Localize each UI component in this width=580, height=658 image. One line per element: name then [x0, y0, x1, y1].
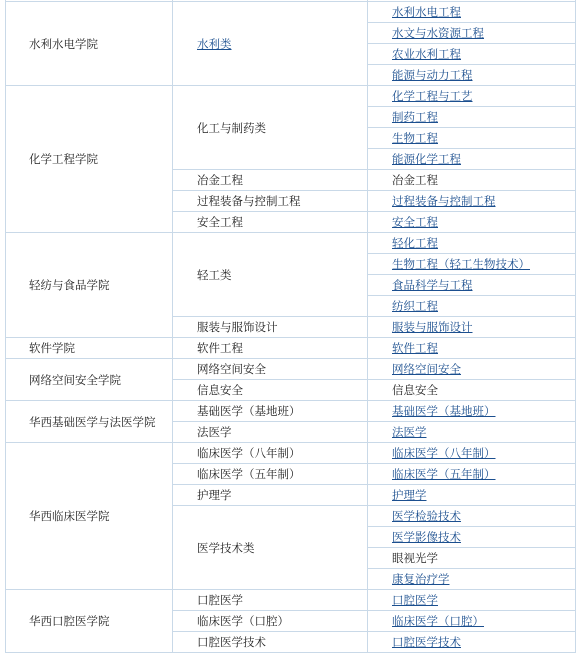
category-name-link[interactable]: 水利类 — [197, 36, 232, 51]
category-name-text: 临床医学（五年制） — [197, 467, 301, 481]
category-name-cell — [173, 380, 368, 401]
major-name-link[interactable]: 轻化工程 — [392, 236, 438, 250]
major-name-link[interactable]: 网络空间安全 — [392, 362, 461, 376]
major-name-cell — [368, 233, 576, 254]
table-row — [6, 359, 576, 380]
major-name-cell — [368, 422, 576, 443]
category-name-text: 安全工程 — [197, 215, 243, 229]
major-name-link[interactable]: 护理学 — [392, 488, 427, 502]
major-name-cell — [368, 401, 576, 422]
major-name-cell — [368, 317, 576, 338]
major-name-link[interactable]: 临床医学（八年制） — [392, 446, 496, 460]
major-name-cell — [368, 170, 576, 191]
major-name-link[interactable]: 基础医学（基地班） — [392, 404, 496, 418]
table-row — [6, 590, 576, 611]
major-name-link[interactable]: 医学影像技术 — [392, 530, 461, 544]
category-name-cell — [173, 401, 368, 422]
major-name-cell — [368, 254, 576, 275]
college-name-text: 化学工程学院 — [29, 152, 98, 166]
college-name-cell — [6, 443, 173, 590]
category-name-cell — [173, 464, 368, 485]
major-name-link[interactable]: 化学工程与工艺 — [392, 89, 473, 103]
major-name-link[interactable]: 临床医学（口腔） — [392, 614, 484, 628]
category-name-cell — [173, 359, 368, 380]
major-name-link[interactable]: 康复治疗学 — [392, 572, 450, 586]
category-name-text: 轻工类 — [197, 267, 232, 282]
major-name-cell — [368, 359, 576, 380]
major-name-link[interactable]: 服装与服饰设计 — [392, 320, 473, 334]
category-name-cell — [173, 317, 368, 338]
category-name-cell — [173, 2, 368, 86]
table-row — [6, 86, 576, 107]
category-name-text: 护理学 — [197, 488, 232, 502]
category-name-cell — [173, 170, 368, 191]
major-name-link[interactable]: 纺织工程 — [392, 299, 438, 313]
major-name-cell — [368, 149, 576, 170]
major-name-cell — [368, 569, 576, 590]
college-name-cell — [6, 233, 173, 338]
category-name-text: 医学技术类 — [197, 540, 255, 555]
major-name-cell — [368, 296, 576, 317]
category-name-text: 软件工程 — [197, 341, 243, 355]
major-name-link[interactable]: 水文与水资源工程 — [392, 26, 484, 40]
major-name-cell — [368, 128, 576, 149]
major-name-cell — [368, 212, 576, 233]
majors-table-body — [6, 0, 576, 653]
college-name-cell — [6, 2, 173, 86]
category-name-text: 基础医学（基地班） — [197, 404, 301, 418]
major-name-cell — [368, 338, 576, 359]
college-name-cell — [6, 359, 173, 401]
category-name-cell — [173, 191, 368, 212]
major-name-text: 眼视光学 — [392, 551, 438, 565]
college-name-text: 华西口腔医学院 — [29, 614, 110, 628]
category-name-text: 法医学 — [197, 425, 232, 439]
college-name-text: 软件学院 — [29, 341, 75, 355]
college-name-text: 华西基础医学与法医学院 — [29, 414, 156, 429]
major-name-cell — [368, 611, 576, 632]
major-name-cell — [368, 548, 576, 569]
category-name-cell — [173, 506, 368, 590]
table-row — [6, 401, 576, 422]
category-name-cell — [173, 86, 368, 170]
major-name-link[interactable]: 水利水电工程 — [392, 5, 461, 19]
major-name-cell — [368, 23, 576, 44]
major-name-link[interactable]: 生物工程（轻工生物技术） — [392, 257, 530, 271]
majors-table — [5, 0, 576, 653]
major-name-link[interactable]: 临床医学（五年制） — [392, 467, 496, 481]
major-name-cell — [368, 506, 576, 527]
major-name-link[interactable]: 医学检验技术 — [392, 509, 461, 523]
category-name-cell — [173, 443, 368, 464]
major-name-link[interactable]: 能源与动力工程 — [392, 68, 473, 82]
major-name-link[interactable]: 过程装备与控制工程 — [392, 194, 496, 208]
major-name-cell — [368, 275, 576, 296]
category-name-cell — [173, 590, 368, 611]
major-name-link[interactable]: 口腔医学 — [392, 593, 438, 607]
college-name-cell — [6, 590, 173, 653]
college-name-cell — [6, 338, 173, 359]
major-name-link[interactable]: 能源化学工程 — [392, 152, 461, 166]
category-name-text: 冶金工程 — [197, 173, 243, 187]
major-name-cell — [368, 2, 576, 23]
major-name-cell — [368, 65, 576, 86]
major-name-cell — [368, 464, 576, 485]
category-name-text: 网络空间安全 — [197, 362, 266, 376]
college-name-cell — [6, 86, 173, 233]
category-name-text: 临床医学（八年制） — [197, 446, 301, 460]
major-name-cell — [368, 443, 576, 464]
major-name-link[interactable]: 制药工程 — [392, 110, 438, 124]
category-name-text: 临床医学（口腔） — [197, 614, 289, 628]
major-name-cell — [368, 485, 576, 506]
major-name-cell — [368, 191, 576, 212]
table-row — [6, 338, 576, 359]
major-name-link[interactable]: 安全工程 — [392, 215, 438, 229]
category-name-cell — [173, 632, 368, 653]
category-name-text: 口腔医学技术 — [197, 635, 266, 649]
category-name-text: 口腔医学 — [197, 593, 243, 607]
major-name-cell — [368, 380, 576, 401]
college-name-text: 轻纺与食品学院 — [29, 278, 110, 292]
major-name-link[interactable]: 口腔医学技术 — [392, 635, 461, 649]
college-name-text: 水利水电学院 — [29, 36, 98, 51]
major-name-link[interactable]: 农业水利工程 — [392, 47, 461, 61]
college-name-text: 网络空间安全学院 — [29, 372, 121, 387]
category-name-text: 信息安全 — [197, 383, 243, 397]
major-name-cell — [368, 44, 576, 65]
category-name-cell — [173, 611, 368, 632]
table-row — [6, 2, 576, 23]
table-row — [6, 443, 576, 464]
category-name-cell — [173, 233, 368, 317]
category-name-cell — [173, 422, 368, 443]
major-name-cell — [368, 107, 576, 128]
college-name-cell — [6, 401, 173, 443]
category-name-cell — [173, 212, 368, 233]
major-name-text: 冶金工程 — [392, 173, 438, 187]
major-name-cell — [368, 632, 576, 653]
category-name-text: 化工与制药类 — [197, 120, 266, 135]
category-name-text: 过程装备与控制工程 — [197, 194, 301, 208]
category-name-text: 服装与服饰设计 — [197, 320, 278, 334]
major-name-cell — [368, 86, 576, 107]
major-name-link[interactable]: 生物工程 — [392, 131, 438, 145]
category-name-cell — [173, 338, 368, 359]
major-name-link[interactable]: 软件工程 — [392, 341, 438, 355]
college-name-text: 华西临床医学院 — [29, 509, 110, 523]
major-name-text: 信息安全 — [392, 383, 438, 397]
major-name-link[interactable]: 食品科学与工程 — [392, 278, 473, 292]
table-row — [6, 233, 576, 254]
category-name-cell — [173, 485, 368, 506]
major-name-cell — [368, 590, 576, 611]
major-name-link[interactable]: 法医学 — [392, 425, 427, 439]
major-name-cell — [368, 527, 576, 548]
